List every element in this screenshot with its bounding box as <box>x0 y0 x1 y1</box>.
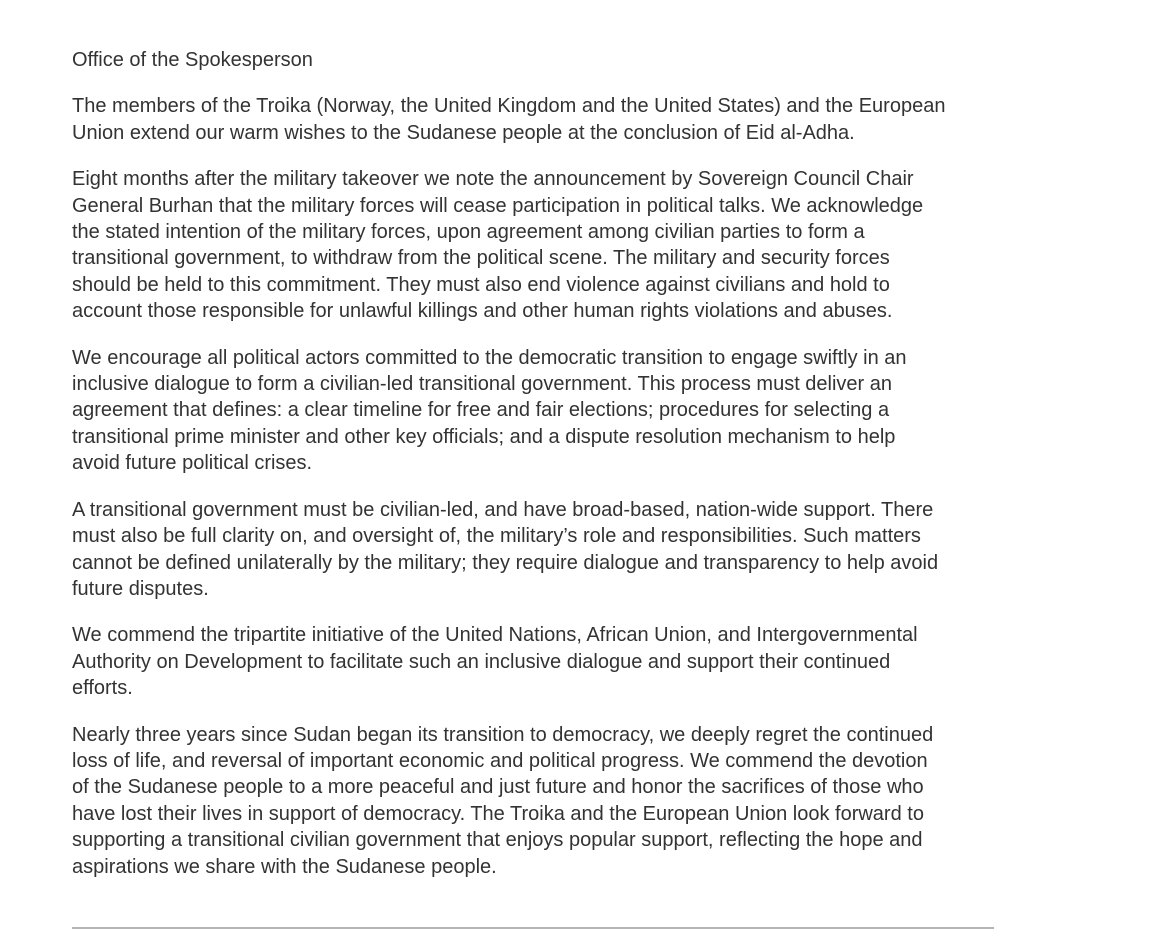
paragraph-transitional-government: A transitional government must be civilian-led, and have broad-based, nation-wide support. There must also be full clarity on, and oversight of, the military’s role and responsibilities. Such matters cannot be defined unilaterally by the military; they require dialogue and transparency to help avoid future disputes. <box>72 498 939 600</box>
paragraph-tripartite-initiative: We commend the tripartite initiative of the United Nations, African Union, and Intergovernmental Authority on Development to facilitate such an inclusive dialogue and support their continued efforts. <box>72 624 918 700</box>
document-body <box>72 47 1002 900</box>
paragraph-military-takeover: Eight months after the military takeover we note the announcement by Sovereign Council Chair General Burhan that the military forces will cease participation in political talks. We acknowledge the stated intention of the military forces, upon agreement among civilian parties to form a transitional government, to withdraw from the political scene. The military and security forces should be held to this commitment. They must also end violence against civilians and hold to account those responsible for unlawful killings and other human rights violations and abuses. <box>72 168 924 323</box>
paragraph-eid-wishes: The members of the Troika (Norway, the United Kingdom and the United States) and the European Union extend our warm wishes to the Sudanese people at the conclusion of Eid al-Adha. <box>72 95 946 144</box>
paragraph-democracy-transition: Nearly three years since Sudan began its transition to democracy, we deeply regret the continued loss of life, and reversal of important economic and political progress. We commend the devotion of the Sudanese people to a more peaceful and just future and honor the sacrifices of those who have lost their lives in support of democracy. The Troika and the European Union look forward to supporting a transitional civilian government that enjoys popular support, reflecting the hope and aspirations we share with the Sudanese people. <box>72 723 934 878</box>
office-header: Office of the Spokesperson <box>72 49 313 71</box>
bottom-divider <box>72 927 994 929</box>
paragraph-inclusive-dialogue: We encourage all political actors committed to the democratic transition to engage swiftly in an inclusive dialogue to form a civilian-led transitional government. This process must deliver an agreement that defines: a clear timeline for free and fair elections; procedures for selecting a transitional prime minister and other key officials; and a dispute resolution mechanism to help avoid future political crises. <box>72 346 907 475</box>
